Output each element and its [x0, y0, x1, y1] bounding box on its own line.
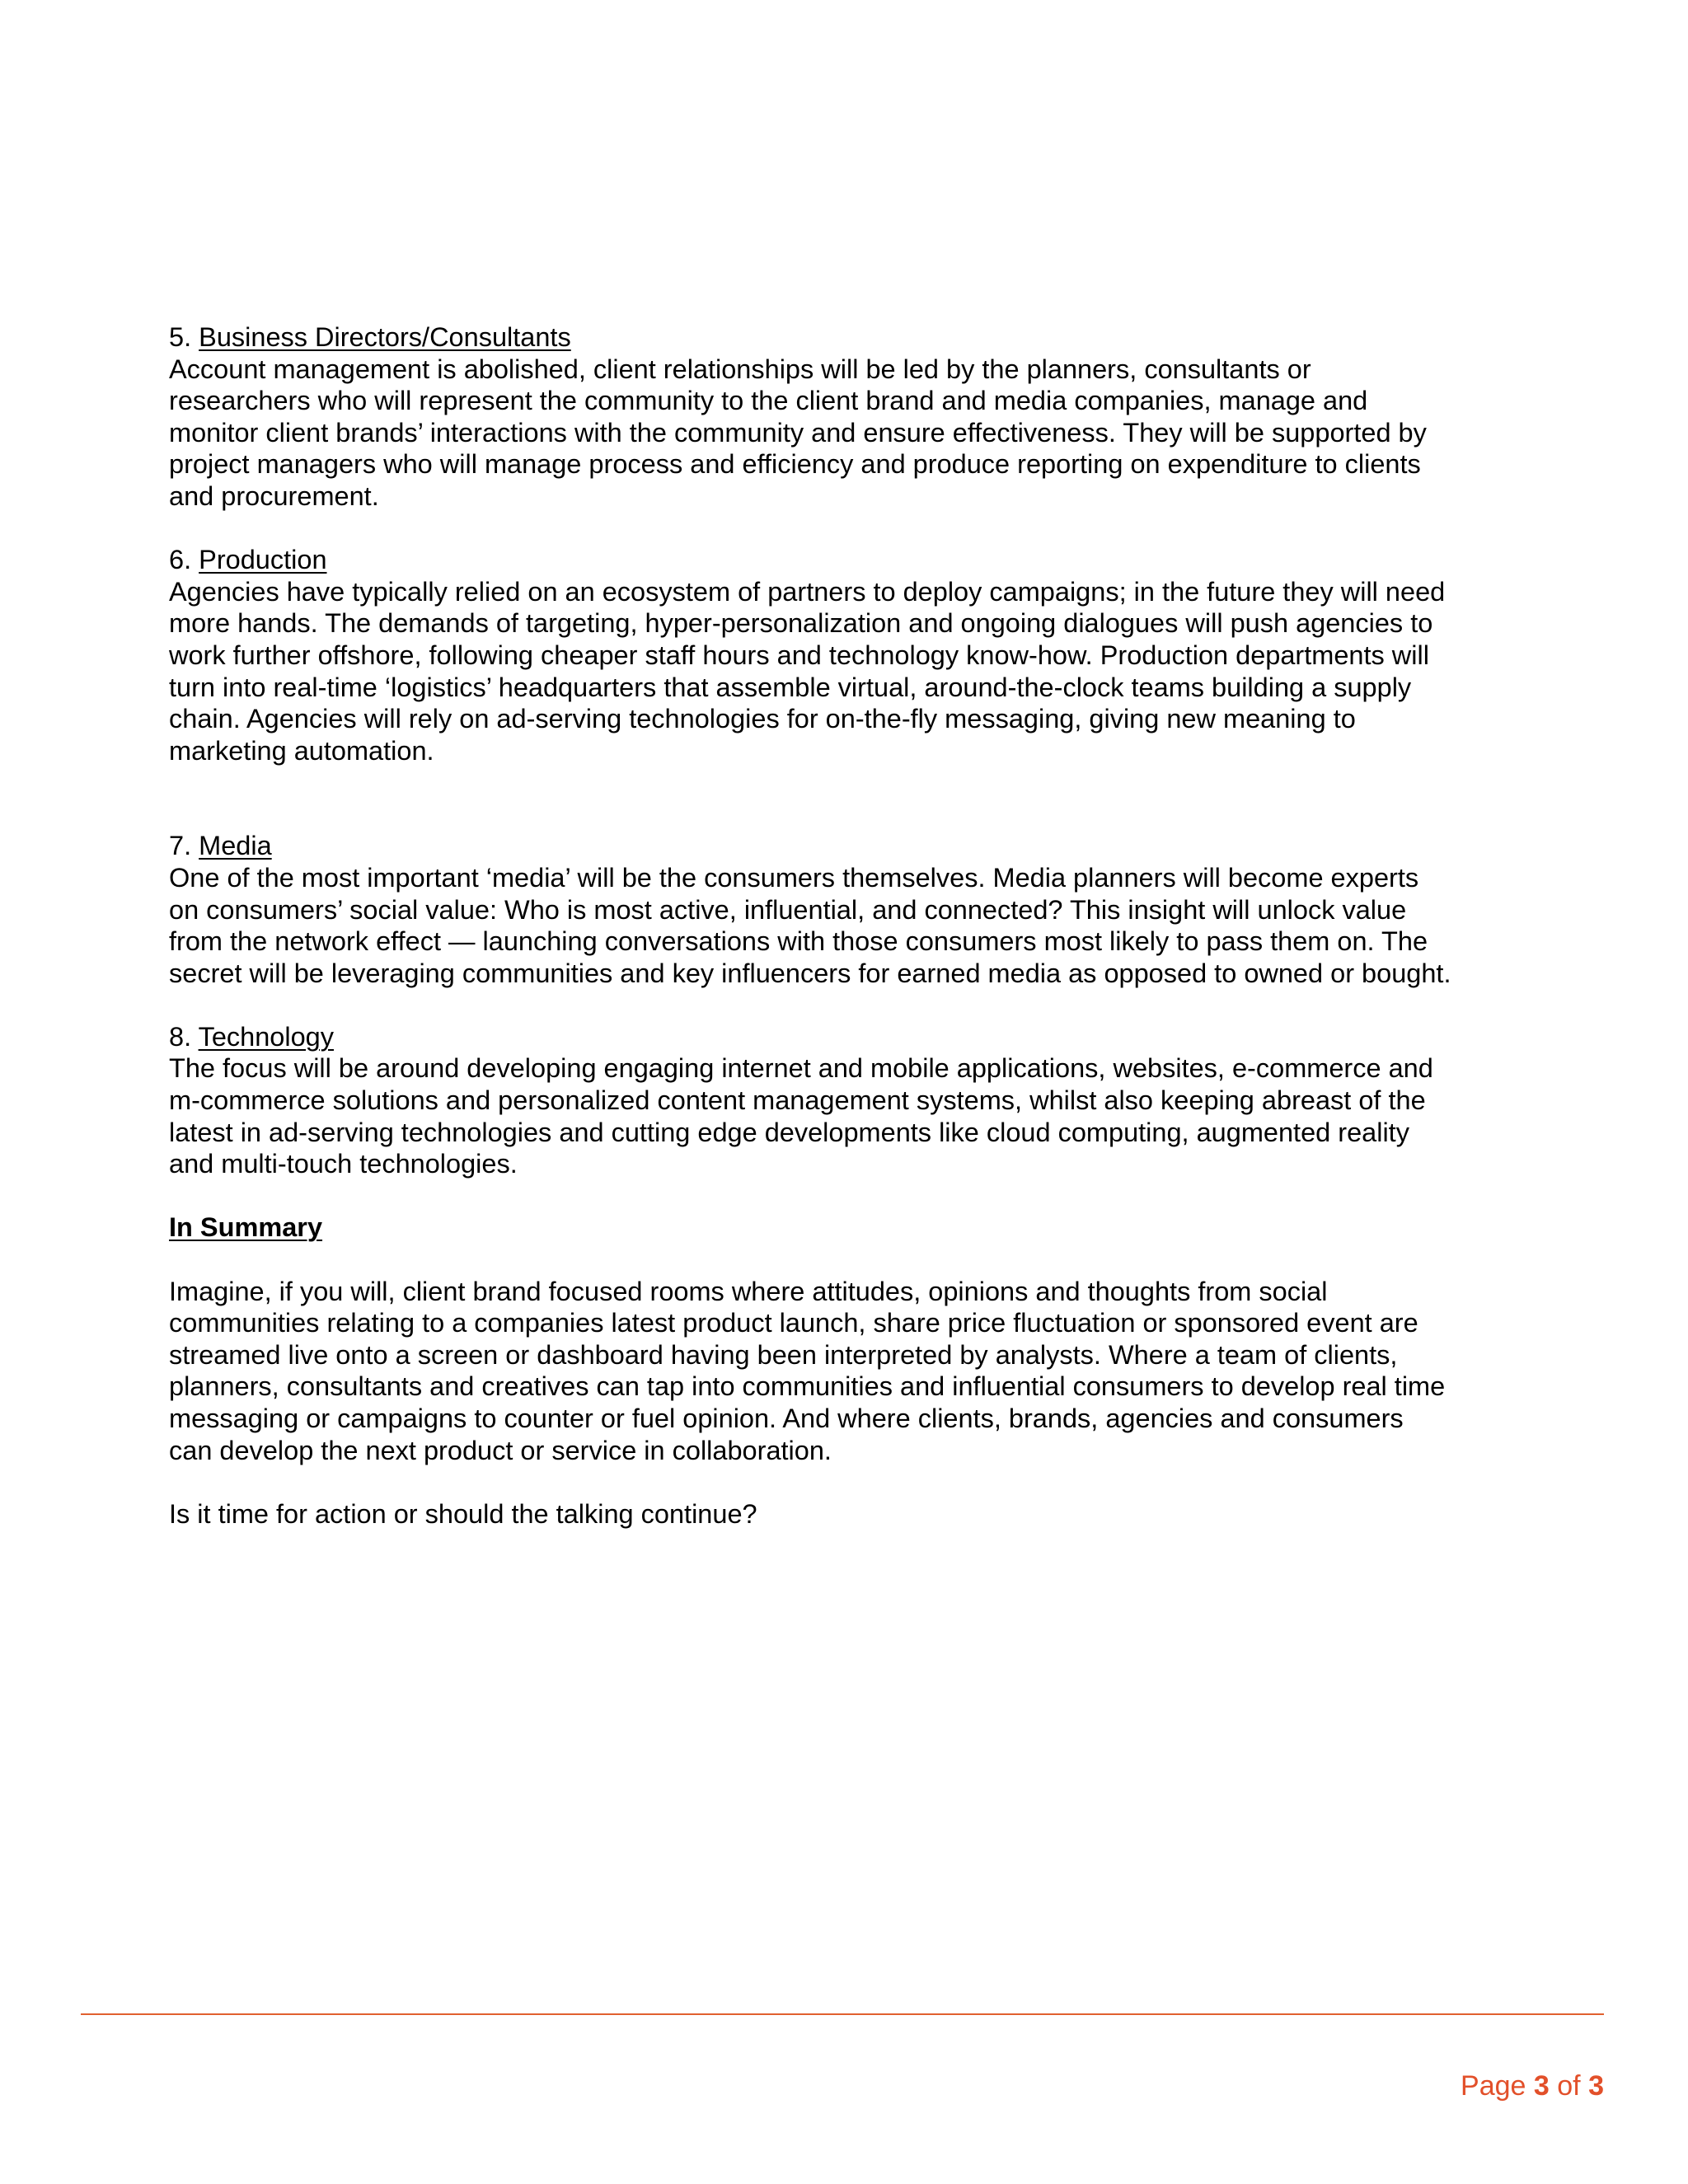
body-line: work further offshore, following cheaper staff hours and technology know-how. Production departments will	[169, 640, 1429, 670]
total-pages: 3	[1588, 2070, 1604, 2102]
body-line: on consumers’ social value: Who is most active, influential, and connected? This insight will unlock value	[169, 894, 1407, 925]
body-line: turn into real-time ‘logistics’ headquarters that assemble virtual, around-the-clock teams building a supply	[169, 672, 1412, 702]
paragraph-spacer	[169, 766, 1521, 830]
body-line: messaging or campaigns to counter or fuel opinion. And where clients, brands, agencies and consumers	[169, 1404, 1404, 1433]
body-line: planners, consultants and creatives can tap into communities and influential consumers to develop real time	[169, 1371, 1446, 1402]
closing-question: Is it time for action or should the talking continue?	[169, 1498, 757, 1529]
section-title: Media	[199, 831, 272, 861]
section-heading	[169, 544, 1521, 576]
body-line: streamed live onto a screen or dashboard having been interpreted by analysts. Where a team of clients,	[169, 1339, 1398, 1370]
section-title: Production	[199, 545, 327, 575]
section-title: Business Directors/Consultants	[199, 322, 571, 352]
current-page: 3	[1533, 2070, 1550, 2102]
section-production	[169, 544, 1521, 766]
body-line: One of the most important ‘media’ will be the consumers themselves. Media planners will become experts	[169, 862, 1419, 893]
body-line: more hands. The demands of targeting, hyper-personalization and ongoing dialogues will push agencies to	[169, 608, 1433, 639]
document-body	[169, 321, 1521, 1530]
body-line: m-commerce solutions and personalized content management systems, whilst also keeping abreast of the	[169, 1085, 1426, 1116]
page-of-label: of	[1557, 2070, 1581, 2102]
section-summary	[169, 1212, 1521, 1530]
paragraph-spacer	[169, 1180, 1521, 1212]
section-title: Technology	[198, 1021, 334, 1052]
body-line: chain. Agencies will rely on ad-serving technologies for on-the-fly messaging, giving new meaning to	[169, 704, 1356, 734]
body-line: researchers who will represent the community to the client brand and media companies, manage and	[169, 386, 1368, 416]
section-heading	[169, 321, 1521, 354]
body-line: and procurement.	[169, 480, 379, 511]
page-number	[1461, 2070, 1604, 2102]
body-line: Agencies have typically relied on an ecosystem of partners to deploy campaigns; in the future they will need	[169, 576, 1446, 607]
paragraph-spacer	[169, 1466, 1521, 1498]
section-media	[169, 830, 1521, 989]
section-number: 8.	[169, 1021, 192, 1052]
summary-heading: In Summary	[169, 1212, 323, 1243]
section-number: 6.	[169, 545, 192, 575]
page-prefix: Page	[1461, 2070, 1526, 2102]
paragraph-spacer	[169, 989, 1521, 1021]
body-line: from the network effect — launching conversations with those consumers most likely to pass them on. The	[169, 926, 1428, 957]
section-number: 5.	[169, 322, 192, 352]
section-technology	[169, 1021, 1521, 1180]
body-line: secret will be leveraging communities and key influencers for earned media as opposed to owned or bought.	[169, 958, 1451, 988]
body-line: project managers who will manage process and efficiency and produce reporting on expenditure to clients	[169, 449, 1421, 480]
body-line: marketing automation.	[169, 735, 434, 766]
section-heading	[169, 1021, 1521, 1053]
paragraph-spacer	[169, 513, 1521, 545]
paragraph-spacer	[169, 1244, 1521, 1276]
section-number: 7.	[169, 831, 192, 861]
footer-divider	[81, 2013, 1604, 2015]
body-line: latest in ad-serving technologies and cutting edge developments like cloud computing, augmented reality	[169, 1117, 1409, 1147]
body-line: Imagine, if you will, client brand focused rooms where attitudes, opinions and thoughts from social	[169, 1276, 1328, 1306]
section-heading	[169, 830, 1521, 862]
body-line: Account management is abolished, client relationships will be led by the planners, consultants or	[169, 354, 1311, 384]
body-line: and multi-touch technologies.	[169, 1149, 518, 1179]
body-line: communities relating to a companies latest product launch, share price fluctuation or sponsored event are	[169, 1308, 1418, 1338]
body-line: monitor client brands’ interactions with the community and ensure effectiveness. They will be supported by	[169, 417, 1427, 448]
body-line: can develop the next product or service in collaboration.	[169, 1435, 832, 1465]
section-business-directors	[169, 321, 1521, 513]
body-line: The focus will be around developing engaging internet and mobile applications, websites, e-commerce and	[169, 1053, 1433, 1084]
